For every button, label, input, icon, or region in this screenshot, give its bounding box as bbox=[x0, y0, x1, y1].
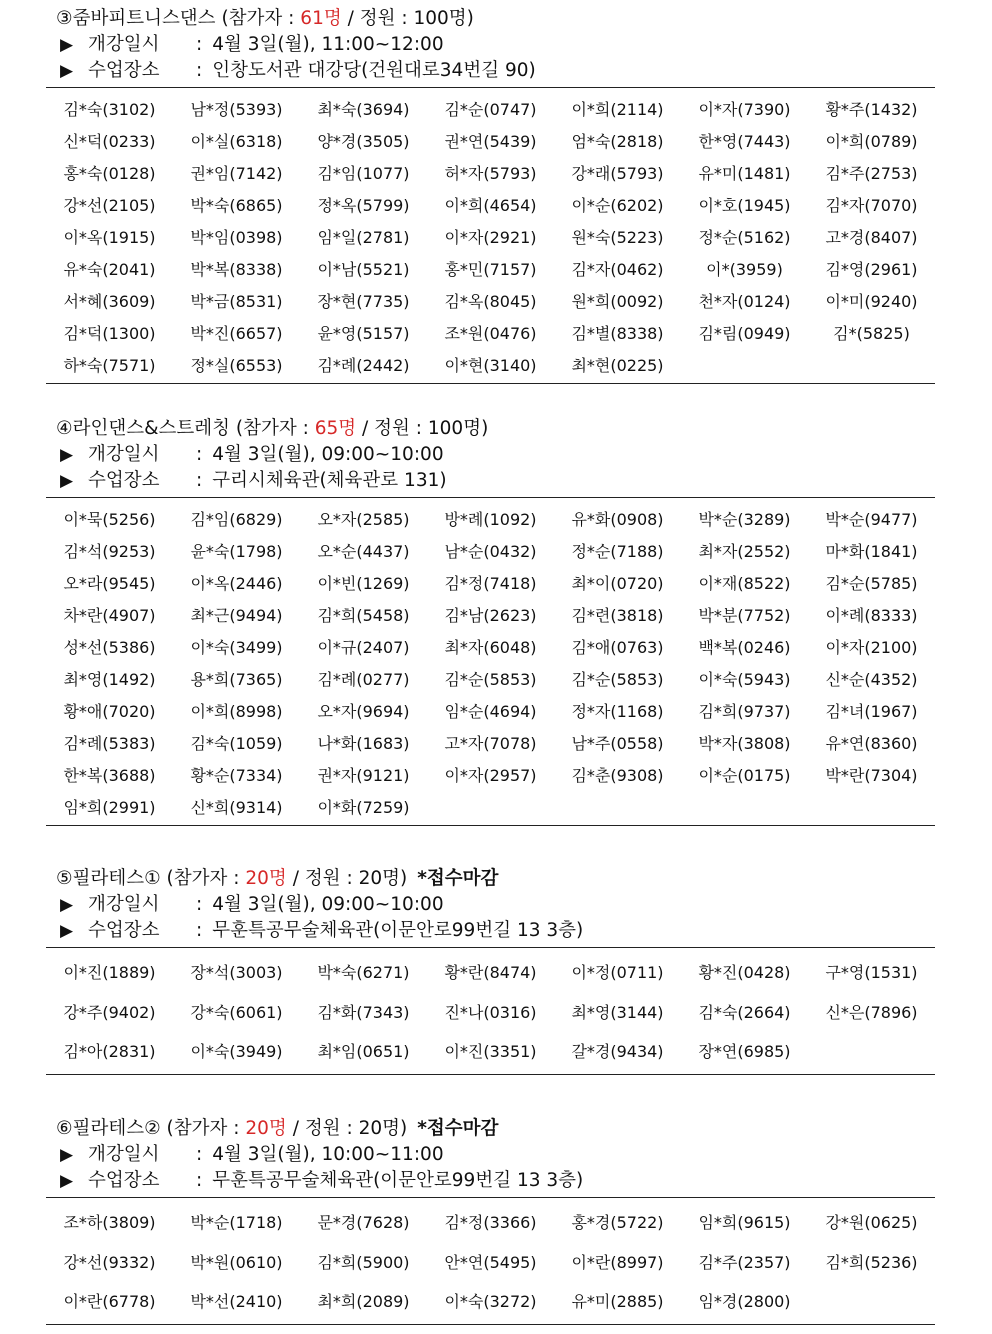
member-cell: 남*정(5393) bbox=[190, 99, 283, 119]
member-cell: 고*자(7078) bbox=[444, 733, 537, 753]
member-cell: 나*화(1683) bbox=[317, 733, 410, 753]
member-cell: 강*선(2105) bbox=[63, 195, 156, 215]
close-paren: ) bbox=[399, 868, 408, 889]
table-row bbox=[46, 758, 935, 790]
member-cell: 이*규(2407) bbox=[317, 637, 410, 657]
member-cell: 마*화(1841) bbox=[825, 541, 918, 561]
member-cell: 갈*경(9434) bbox=[571, 1042, 664, 1062]
member-cell: 방*례(1092) bbox=[444, 509, 537, 529]
member-cell: 최*숙(3694) bbox=[317, 99, 410, 119]
member-cell: 오*자(2585) bbox=[317, 509, 410, 529]
member-cell: 이*자(2957) bbox=[444, 765, 537, 785]
member-cell: 장*현(7735) bbox=[317, 291, 410, 311]
member-cell: 정*순(7188) bbox=[571, 541, 664, 561]
member-cell: 강*주(9402) bbox=[63, 1002, 156, 1022]
member-cell: 신*희(9314) bbox=[190, 797, 283, 817]
table-row bbox=[46, 348, 935, 380]
member-cell: 이*희(8998) bbox=[190, 701, 283, 721]
member-cell: 박*원(0610) bbox=[190, 1252, 283, 1272]
participant-count: 61명 bbox=[300, 8, 342, 29]
colon: : bbox=[395, 8, 414, 29]
member-cell: 김*례(0277) bbox=[317, 669, 410, 689]
colon: : bbox=[340, 868, 359, 889]
member-cell: 남*주(0558) bbox=[571, 733, 664, 753]
table-row bbox=[46, 284, 935, 316]
table-row bbox=[46, 188, 935, 220]
table-row bbox=[46, 124, 935, 156]
section-header bbox=[46, 416, 935, 494]
member-cell: 차*란(4907) bbox=[63, 605, 156, 625]
colon: : bbox=[227, 868, 246, 889]
member-cell: 황*진(0428) bbox=[698, 963, 791, 983]
closed-badge: *접수마감 bbox=[417, 868, 499, 889]
colon: : bbox=[227, 1118, 246, 1139]
member-cell: 강*숙(6061) bbox=[190, 1002, 283, 1022]
capacity-count: 100명 bbox=[413, 8, 467, 29]
colon: : bbox=[196, 444, 203, 465]
member-cell: 이*(3959) bbox=[706, 259, 783, 279]
table-row bbox=[46, 534, 935, 566]
close-paren: ) bbox=[466, 8, 474, 29]
member-cell: 임*경(2800) bbox=[698, 1292, 791, 1312]
member-cell: 이*란(6778) bbox=[63, 1292, 156, 1312]
section-title-line bbox=[56, 1116, 935, 1142]
member-cell: 김*련(3818) bbox=[571, 605, 664, 625]
member-cell: 김*정(7418) bbox=[444, 573, 537, 593]
member-cell: 유*화(0908) bbox=[571, 509, 664, 529]
triangle-bullet-icon: ▶ bbox=[60, 921, 74, 941]
member-cell: 김*옥(8045) bbox=[444, 291, 537, 311]
member-cell: 박*분(7752) bbox=[698, 605, 791, 625]
member-cell: 황*순(7334) bbox=[190, 765, 283, 785]
participants-label: 참가자 bbox=[173, 1118, 228, 1139]
member-cell: 최*자(6048) bbox=[444, 637, 537, 657]
member-cell: 엄*숙(2818) bbox=[571, 131, 664, 151]
member-table bbox=[46, 497, 935, 826]
member-cell: 김*주(2753) bbox=[825, 163, 918, 183]
schedule-label: 개강일시 bbox=[88, 444, 160, 465]
member-cell: 임*희(2991) bbox=[63, 797, 156, 817]
member-cell: 권*연(5439) bbox=[444, 131, 537, 151]
member-cell: 최*영(3144) bbox=[571, 1002, 664, 1022]
member-cell: 김*남(2623) bbox=[444, 605, 537, 625]
open-paren: ( bbox=[160, 1118, 174, 1139]
member-cell: 유*미(2885) bbox=[571, 1292, 664, 1312]
capacity-count: 20명 bbox=[358, 1118, 400, 1139]
member-cell: 한*복(3688) bbox=[63, 765, 156, 785]
table-row bbox=[46, 92, 935, 124]
venue-value: 무훈특공무술체육관(이문안로99번길 13 3층) bbox=[212, 1170, 584, 1191]
triangle-bullet-icon: ▶ bbox=[60, 471, 74, 491]
member-cell: 김*춘(9308) bbox=[571, 765, 664, 785]
member-cell: 남*순(0432) bbox=[444, 541, 537, 561]
member-cell: 박*순(9477) bbox=[825, 509, 918, 529]
member-cell: 신*덕(0233) bbox=[63, 131, 156, 151]
member-cell: 김*애(0763) bbox=[571, 637, 664, 657]
table-row bbox=[46, 316, 935, 348]
open-paren: ( bbox=[229, 418, 244, 439]
member-cell: 이*숙(5943) bbox=[698, 669, 791, 689]
table-row bbox=[46, 992, 935, 1032]
participant-count: 20명 bbox=[245, 1118, 287, 1139]
schedule-value: 4월 3일(월), 11:00~12:00 bbox=[212, 34, 444, 55]
member-cell: 이*숙(3272) bbox=[444, 1292, 537, 1312]
colon: : bbox=[196, 1170, 203, 1191]
triangle-bullet-icon: ▶ bbox=[60, 1171, 74, 1191]
member-cell: 이*화(7259) bbox=[317, 797, 410, 817]
member-cell: 강*선(9332) bbox=[63, 1252, 156, 1272]
participants-label: 참가자 bbox=[173, 868, 228, 889]
member-cell: 최*현(0225) bbox=[571, 355, 664, 375]
member-cell: 권*자(9121) bbox=[317, 765, 410, 785]
venue-label: 수업장소 bbox=[88, 1170, 160, 1191]
table-row bbox=[46, 156, 935, 188]
schedule-label: 개강일시 bbox=[88, 1144, 160, 1165]
member-cell: 이*희(2114) bbox=[571, 99, 664, 119]
member-cell: 권*임(7142) bbox=[190, 163, 283, 183]
table-row bbox=[46, 1281, 935, 1321]
member-cell: 이*실(6318) bbox=[190, 131, 283, 151]
member-cell: 이*란(8997) bbox=[571, 1252, 664, 1272]
member-cell: 장*석(3003) bbox=[190, 963, 283, 983]
member-cell: 이*진(3351) bbox=[444, 1042, 537, 1062]
schedule-value: 4월 3일(월), 09:00~10:00 bbox=[212, 444, 444, 465]
member-cell: 이*묵(5256) bbox=[63, 509, 156, 529]
venue-value: 구리시체육관(체육관로 131) bbox=[212, 470, 447, 491]
section-title-line bbox=[56, 866, 935, 892]
schedule-value: 4월 3일(월), 09:00~10:00 bbox=[212, 894, 444, 915]
member-cell: 이*자(2100) bbox=[825, 637, 918, 657]
member-cell: 김*례(2442) bbox=[317, 355, 410, 375]
member-cell: 강*원(0625) bbox=[825, 1213, 918, 1233]
member-cell: 정*실(6553) bbox=[190, 355, 283, 375]
section-title-line bbox=[56, 6, 935, 32]
member-cell: 김*순(5785) bbox=[825, 573, 918, 593]
member-cell: 이*옥(1915) bbox=[63, 227, 156, 247]
member-cell: 문*경(7628) bbox=[317, 1213, 410, 1233]
table-row bbox=[46, 726, 935, 758]
colon: : bbox=[196, 920, 203, 941]
member-cell: 이*진(1889) bbox=[63, 963, 156, 983]
member-cell: 이*례(8333) bbox=[825, 605, 918, 625]
venue-line bbox=[56, 58, 935, 84]
open-paren: ( bbox=[215, 8, 229, 29]
member-cell: 최*영(1492) bbox=[63, 669, 156, 689]
member-cell: 김*희(5458) bbox=[317, 605, 410, 625]
member-cell: 박*란(7304) bbox=[825, 765, 918, 785]
venue-value: 인창도서관 대강당(건원대로34번길 90) bbox=[212, 60, 536, 81]
schedule-line bbox=[56, 442, 935, 468]
member-cell: 최*임(0651) bbox=[317, 1042, 410, 1062]
member-cell: 성*선(5386) bbox=[63, 637, 156, 657]
participant-count: 20명 bbox=[245, 868, 287, 889]
member-cell: 김*임(1077) bbox=[317, 163, 410, 183]
venue-label: 수업장소 bbox=[88, 60, 160, 81]
member-cell: 박*선(2410) bbox=[190, 1292, 283, 1312]
member-cell: 김*(5825) bbox=[833, 323, 910, 343]
member-cell: 유*연(8360) bbox=[825, 733, 918, 753]
member-cell: 한*영(7443) bbox=[698, 131, 791, 151]
member-cell: 김*임(6829) bbox=[190, 509, 283, 529]
triangle-bullet-icon: ▶ bbox=[60, 445, 74, 465]
table-row bbox=[46, 790, 935, 822]
member-cell: 김*석(9253) bbox=[63, 541, 156, 561]
table-row bbox=[46, 662, 935, 694]
class-section bbox=[46, 866, 935, 1075]
member-cell: 이*호(1945) bbox=[698, 195, 791, 215]
capacity-count: 100명 bbox=[427, 418, 482, 439]
member-cell: 김*순(0747) bbox=[444, 99, 537, 119]
member-cell: 김*희(5236) bbox=[825, 1252, 918, 1272]
member-cell: 하*숙(7571) bbox=[63, 355, 156, 375]
member-cell: 용*희(7365) bbox=[190, 669, 283, 689]
slash: / bbox=[286, 1118, 305, 1139]
member-cell: 이*현(3140) bbox=[444, 355, 537, 375]
triangle-bullet-icon: ▶ bbox=[60, 35, 74, 55]
closed-badge: *접수마감 bbox=[417, 1118, 499, 1139]
section-header bbox=[46, 6, 935, 84]
colon: : bbox=[409, 418, 428, 439]
venue-line bbox=[56, 918, 935, 944]
member-cell: 홍*민(7157) bbox=[444, 259, 537, 279]
member-table bbox=[46, 947, 935, 1075]
triangle-bullet-icon: ▶ bbox=[60, 1145, 74, 1165]
member-cell: 김*림(0949) bbox=[698, 323, 791, 343]
member-cell: 정*옥(5799) bbox=[317, 195, 410, 215]
member-cell: 김*순(5853) bbox=[571, 669, 664, 689]
table-row bbox=[46, 252, 935, 284]
class-title: ⑥필라테스② bbox=[56, 1118, 161, 1139]
table-row bbox=[46, 630, 935, 662]
venue-line bbox=[56, 468, 935, 494]
member-cell: 오*라(9545) bbox=[63, 573, 156, 593]
member-cell: 이*순(0175) bbox=[698, 765, 791, 785]
member-table bbox=[46, 1197, 935, 1325]
schedule-line bbox=[56, 1142, 935, 1168]
member-cell: 박*임(0398) bbox=[190, 227, 283, 247]
triangle-bullet-icon: ▶ bbox=[60, 895, 74, 915]
schedule-value: 4월 3일(월), 10:00~11:00 bbox=[212, 1144, 444, 1165]
member-cell: 조*하(3809) bbox=[63, 1213, 156, 1233]
capacity-label: 정원 bbox=[304, 868, 341, 889]
slash: / bbox=[341, 8, 360, 29]
member-cell: 김*주(2357) bbox=[698, 1252, 791, 1272]
member-cell: 황*주(1432) bbox=[825, 99, 918, 119]
member-cell: 안*연(5495) bbox=[444, 1252, 537, 1272]
member-cell: 정*자(1168) bbox=[571, 701, 664, 721]
member-cell: 정*순(5162) bbox=[698, 227, 791, 247]
member-cell: 고*경(8407) bbox=[825, 227, 918, 247]
member-cell: 구*영(1531) bbox=[825, 963, 918, 983]
member-cell: 김*덕(1300) bbox=[63, 323, 156, 343]
table-row bbox=[46, 566, 935, 598]
member-cell: 조*원(0476) bbox=[444, 323, 537, 343]
participants-label: 참가자 bbox=[243, 418, 297, 439]
member-cell: 박*순(1718) bbox=[190, 1213, 283, 1233]
member-cell: 서*혜(3609) bbox=[63, 291, 156, 311]
member-cell: 이*순(6202) bbox=[571, 195, 664, 215]
class-title: ④라인댄스&스트레칭 bbox=[56, 418, 230, 439]
member-cell: 홍*숙(0128) bbox=[63, 163, 156, 183]
member-cell: 김*숙(1059) bbox=[190, 733, 283, 753]
venue-value: 무훈특공무술체육관(이문안로99번길 13 3층) bbox=[212, 920, 584, 941]
class-title: ③줌바피트니스댄스 bbox=[56, 8, 216, 29]
member-cell: 이*재(8522) bbox=[698, 573, 791, 593]
member-cell: 유*미(1481) bbox=[698, 163, 791, 183]
member-cell: 최*근(9494) bbox=[190, 605, 283, 625]
close-paren: ) bbox=[399, 1118, 408, 1139]
member-cell: 김*희(9737) bbox=[698, 701, 791, 721]
table-row bbox=[46, 220, 935, 252]
member-cell: 김*별(8338) bbox=[571, 323, 664, 343]
participants-label: 참가자 bbox=[228, 8, 283, 29]
member-cell: 오*자(9694) bbox=[317, 701, 410, 721]
member-cell: 이*옥(2446) bbox=[190, 573, 283, 593]
class-section bbox=[46, 6, 935, 384]
member-cell: 임*일(2781) bbox=[317, 227, 410, 247]
member-cell: 김*아(2831) bbox=[63, 1042, 156, 1062]
member-cell: 김*례(5383) bbox=[63, 733, 156, 753]
member-cell: 이*자(2921) bbox=[444, 227, 537, 247]
member-cell: 신*은(7896) bbox=[825, 1002, 918, 1022]
colon: : bbox=[282, 8, 301, 29]
member-cell: 신*순(4352) bbox=[825, 669, 918, 689]
member-cell: 최*이(0720) bbox=[571, 573, 664, 593]
member-cell: 최*희(2089) bbox=[317, 1292, 410, 1312]
member-cell: 박*진(6657) bbox=[190, 323, 283, 343]
colon: : bbox=[196, 470, 203, 491]
member-cell: 김*숙(3102) bbox=[63, 99, 156, 119]
member-cell: 김*숙(2664) bbox=[698, 1002, 791, 1022]
open-paren: ( bbox=[160, 868, 174, 889]
member-cell: 김*희(5900) bbox=[317, 1252, 410, 1272]
table-row bbox=[46, 598, 935, 630]
member-cell: 이*희(4654) bbox=[444, 195, 537, 215]
table-row bbox=[46, 1242, 935, 1282]
colon: : bbox=[340, 1118, 359, 1139]
capacity-label: 정원 bbox=[359, 8, 396, 29]
member-cell: 양*경(3505) bbox=[317, 131, 410, 151]
slash: / bbox=[356, 418, 375, 439]
member-cell: 김*녀(1967) bbox=[825, 701, 918, 721]
member-cell: 김*자(0462) bbox=[571, 259, 664, 279]
section-title-line bbox=[56, 416, 935, 442]
table-row bbox=[46, 952, 935, 992]
member-cell: 유*숙(2041) bbox=[63, 259, 156, 279]
capacity-count: 20명 bbox=[358, 868, 400, 889]
table-row bbox=[46, 694, 935, 726]
member-cell: 천*자(0124) bbox=[698, 291, 791, 311]
member-cell: 김*정(3366) bbox=[444, 1213, 537, 1233]
table-row bbox=[46, 502, 935, 534]
member-cell: 강*래(5793) bbox=[571, 163, 664, 183]
venue-line bbox=[56, 1168, 935, 1194]
colon: : bbox=[296, 418, 315, 439]
member-cell: 박*숙(6865) bbox=[190, 195, 283, 215]
class-title: ⑤필라테스① bbox=[56, 868, 161, 889]
capacity-label: 정원 bbox=[304, 1118, 341, 1139]
venue-label: 수업장소 bbox=[88, 920, 160, 941]
member-cell: 이*정(0711) bbox=[571, 963, 664, 983]
schedule-line bbox=[56, 892, 935, 918]
member-cell: 황*란(8474) bbox=[444, 963, 537, 983]
class-section bbox=[46, 1116, 935, 1325]
colon: : bbox=[196, 34, 203, 55]
member-cell: 윤*숙(1798) bbox=[190, 541, 283, 561]
member-cell: 박*금(8531) bbox=[190, 291, 283, 311]
colon: : bbox=[196, 60, 203, 81]
section-header bbox=[46, 866, 935, 944]
member-cell: 김*화(7343) bbox=[317, 1002, 410, 1022]
colon: : bbox=[196, 894, 203, 915]
member-table bbox=[46, 87, 935, 384]
schedule-line bbox=[56, 32, 935, 58]
member-cell: 박*순(3289) bbox=[698, 509, 791, 529]
participant-count: 65명 bbox=[314, 418, 357, 439]
triangle-bullet-icon: ▶ bbox=[60, 61, 74, 81]
section-header bbox=[46, 1116, 935, 1194]
member-cell: 박*자(3808) bbox=[698, 733, 791, 753]
schedule-label: 개강일시 bbox=[88, 894, 160, 915]
member-cell: 김*영(2961) bbox=[825, 259, 918, 279]
member-cell: 오*순(4437) bbox=[317, 541, 410, 561]
member-cell: 이*미(9240) bbox=[825, 291, 918, 311]
member-cell: 홍*경(5722) bbox=[571, 1213, 664, 1233]
member-cell: 진*나(0316) bbox=[444, 1002, 537, 1022]
member-cell: 김*순(5853) bbox=[444, 669, 537, 689]
member-cell: 박*숙(6271) bbox=[317, 963, 410, 983]
member-cell: 이*희(0789) bbox=[825, 131, 918, 151]
close-paren: ) bbox=[481, 418, 489, 439]
member-cell: 박*복(8338) bbox=[190, 259, 283, 279]
member-cell: 원*희(0092) bbox=[571, 291, 664, 311]
schedule-label: 개강일시 bbox=[88, 34, 160, 55]
member-cell: 이*숙(3949) bbox=[190, 1042, 283, 1062]
member-cell: 이*빈(1269) bbox=[317, 573, 410, 593]
member-cell: 백*복(0246) bbox=[698, 637, 791, 657]
member-cell: 이*숙(3499) bbox=[190, 637, 283, 657]
member-cell: 윤*영(5157) bbox=[317, 323, 410, 343]
class-section bbox=[46, 416, 935, 826]
slash: / bbox=[286, 868, 305, 889]
member-cell: 최*자(2552) bbox=[698, 541, 791, 561]
member-cell: 장*연(6985) bbox=[698, 1042, 791, 1062]
member-cell: 이*남(5521) bbox=[317, 259, 410, 279]
colon: : bbox=[196, 1144, 203, 1165]
table-row bbox=[46, 1031, 935, 1071]
capacity-label: 정원 bbox=[374, 418, 410, 439]
member-cell: 김*자(7070) bbox=[825, 195, 918, 215]
member-cell: 임*순(4694) bbox=[444, 701, 537, 721]
member-cell: 원*숙(5223) bbox=[571, 227, 664, 247]
member-cell: 허*자(5793) bbox=[444, 163, 537, 183]
member-cell: 황*애(7020) bbox=[63, 701, 156, 721]
member-cell: 이*자(7390) bbox=[698, 99, 791, 119]
table-row bbox=[46, 1202, 935, 1242]
member-cell: 임*희(9615) bbox=[698, 1213, 791, 1233]
venue-label: 수업장소 bbox=[88, 470, 160, 491]
